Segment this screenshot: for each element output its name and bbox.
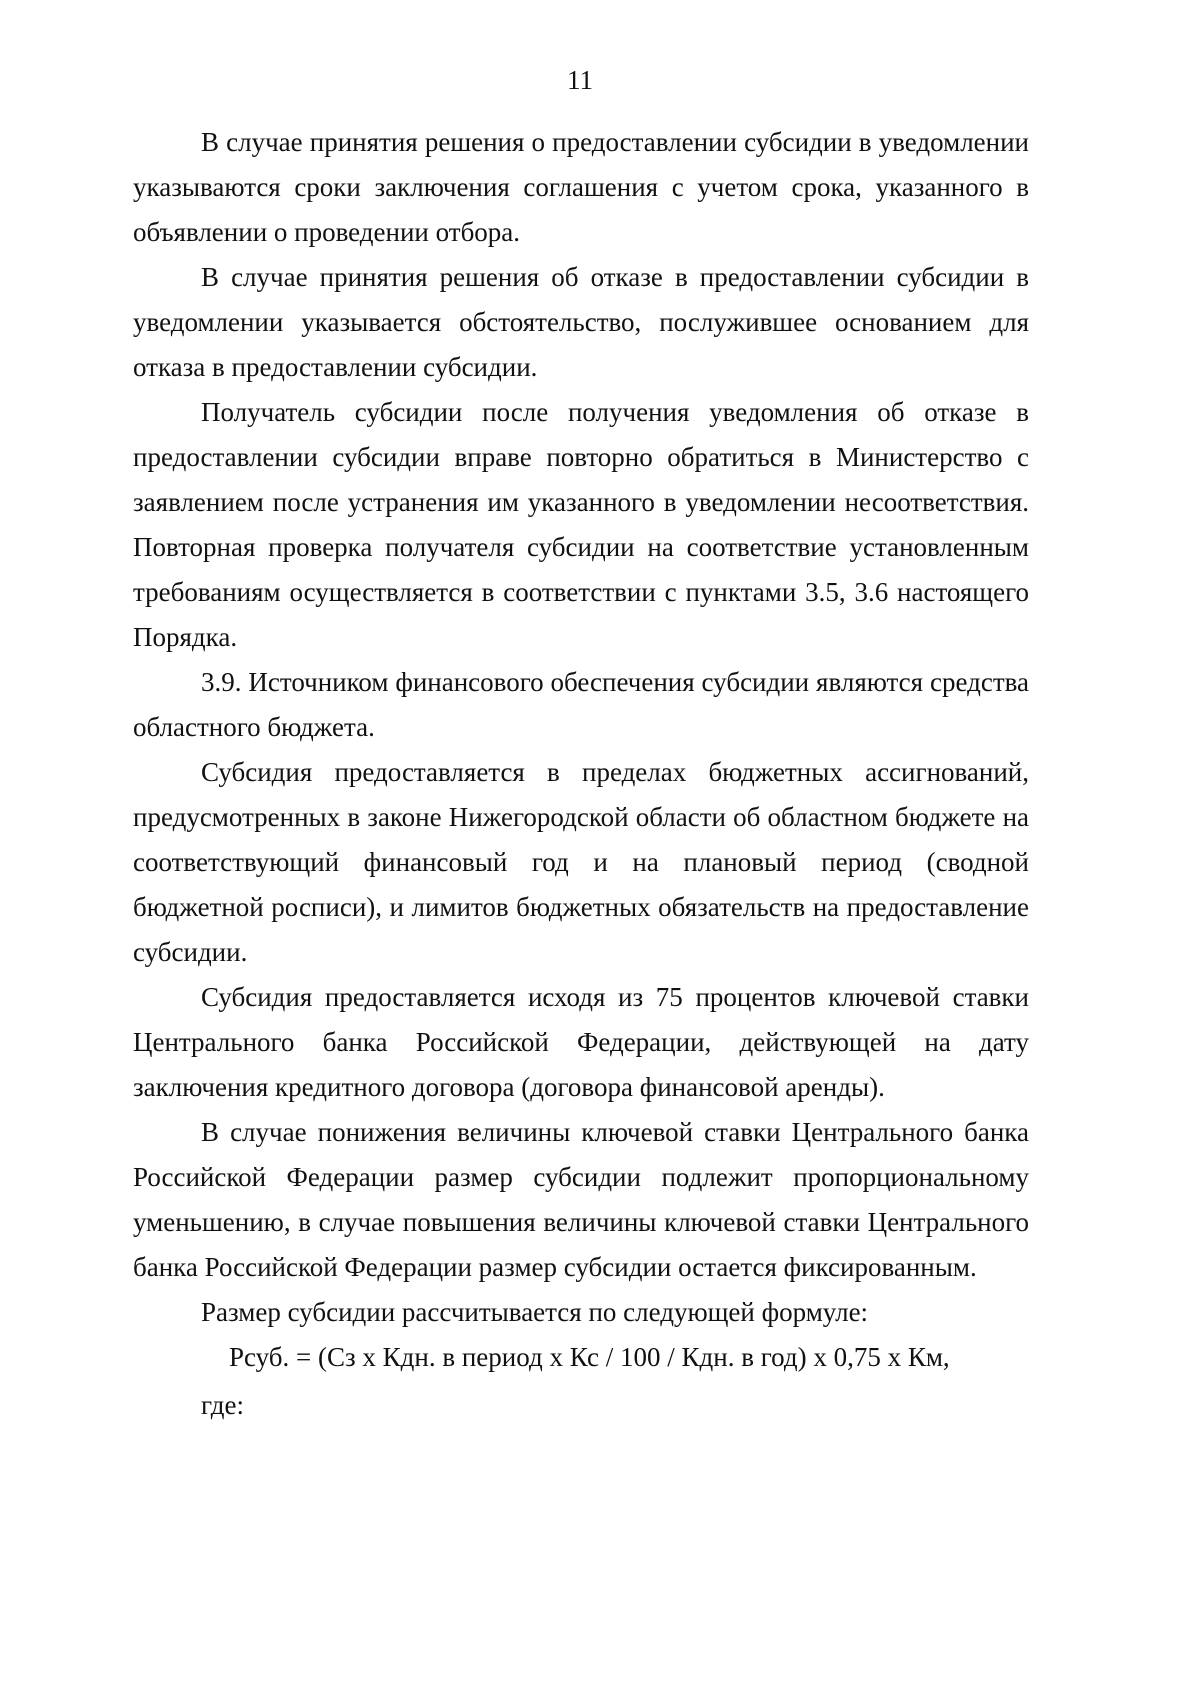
paragraph-formula-intro: Размер субсидии рассчитывается по следующей формуле: xyxy=(201,1297,869,1327)
paragraph-subsidy-refusal-notice: В случае принятия решения об отказе в предоставлении субсидии в уведомлении указывается обстоятельство, послужившее основанием для отказа в предоставлении субсидии. xyxy=(133,262,1029,382)
paragraph-reapplication: Получатель субсидии после получения уведомления об отказе в предоставлении субсидии вправе повторно обратиться в Министерство с заявлением после устранения им указанного в уведомлении несоответствия. Повторная проверка получателя субсидии на соответствие установленным требованиям осуществляется в соответствии с пунктами 3.5, 3.6 настоящего Порядка. xyxy=(133,397,1029,652)
paragraph-subsidy-approval-notice: В случае принятия решения о предоставлении субсидии в уведомлении указываются сроки заключения соглашения с учетом срока, указанного в объявлении о проведении отбора. xyxy=(133,127,1029,247)
paragraph-3-9-funding-source: 3.9. Источником финансового обеспечения субсидии являются средства областного бюджета. xyxy=(133,667,1029,742)
paragraph-key-rate-basis: Субсидия предоставляется исходя из 75 процентов ключевой ставки Центрального банка Российской Федерации, действующей на дату заключения кредитного договора (договора финансовой аренды). xyxy=(133,982,1029,1102)
paragraph-budget-limits: Субсидия предоставляется в пределах бюджетных ассигнований, предусмотренных в законе Нижегородской области об областном бюджете на соответствующий финансовый год и на плановый период (сводной бюджетной росписи), и лимитов бюджетных обязательств на предоставление субсидии. xyxy=(133,757,1029,967)
formula-where-label: где: xyxy=(201,1390,244,1420)
document-body xyxy=(133,120,1029,1428)
page-number: 11 xyxy=(567,65,593,95)
subsidy-formula: Рсуб. = (Сз х Кдн. в период х Кс / 100 / Кдн. в год) х 0,75 х Км, xyxy=(229,1342,950,1372)
paragraph-key-rate-change: В случае понижения величины ключевой ставки Центрального банка Российской Федерации размер субсидии подлежит пропорциональному уменьшению, в случае повышения величины ключевой ставки Центрального банка Российской Федерации размер субсидии остается фиксированным. xyxy=(133,1117,1029,1282)
